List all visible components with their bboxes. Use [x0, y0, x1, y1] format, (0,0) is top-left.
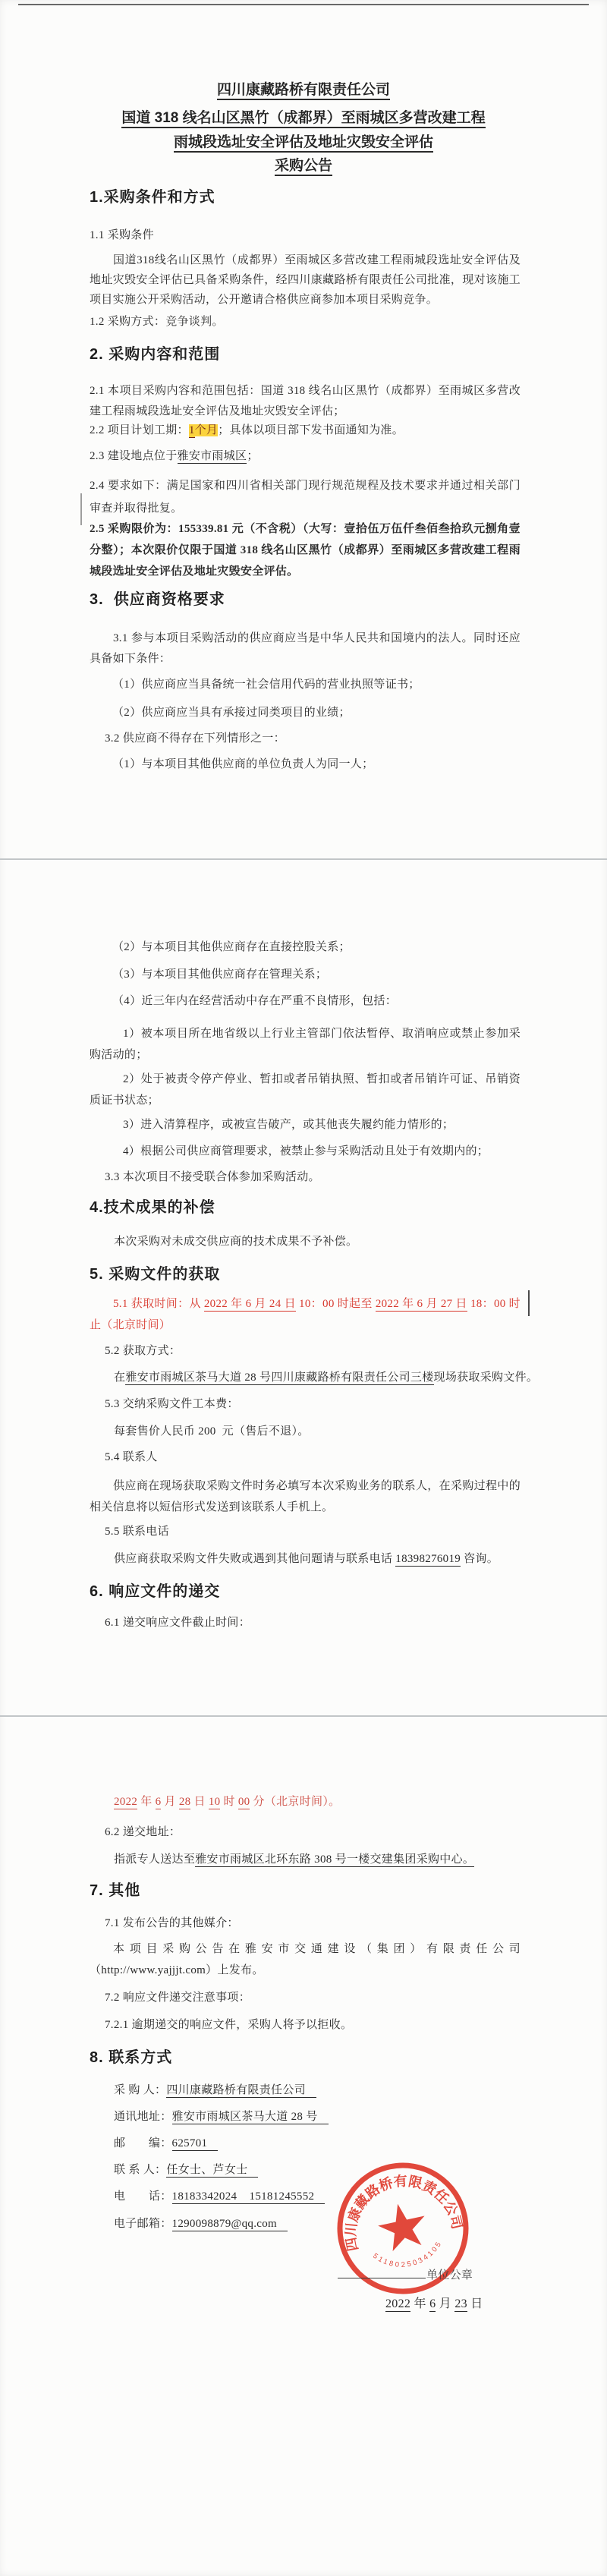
contact-label: 电 话：: [114, 2190, 172, 2203]
section-5-2-value: [114, 1368, 538, 1384]
text-segment: ；具体以项目部下发书面通知为准。: [218, 424, 404, 436]
text-segment: 日: [467, 2297, 483, 2310]
text-segment: 个月: [194, 424, 219, 436]
company-seal: [322, 2147, 483, 2309]
contact-label: 通讯地址：: [114, 2111, 172, 2123]
seal-company-name: 四川康藏路桥有限责任公司: [343, 2173, 465, 2253]
contact-row-purchaser: [114, 2081, 316, 2097]
section-3-2-line: 3.2 供应商不得存在下列情形之一：: [105, 732, 285, 745]
contact-value: 625701: [172, 2137, 219, 2151]
text-segment: 5.1 获取时间：从: [113, 1298, 204, 1310]
document-title-type: [0, 154, 607, 175]
section-1-1-label: 1.1 采购条件: [90, 229, 154, 241]
section-7-2-label: 7.2 响应文件递交注意事项：: [105, 1992, 251, 2004]
text-segment: 在: [114, 1371, 126, 1384]
document-title-project: [0, 106, 607, 127]
section-2-1-paragraph: 2.1 本项目采购内容和范围包括：国道 318 线名山区黑竹（成都界）至雨城区多营改建工程雨城段选址安全评估及地址灾毁安全评估；: [90, 385, 521, 417]
deadline-datetime-red: [114, 1793, 340, 1809]
section-2-3-line: [90, 447, 259, 463]
text-segment: 28: [178, 1796, 191, 1808]
contact-value: 任女士、芦女士: [166, 2164, 258, 2178]
text-segment: 月: [161, 1796, 179, 1808]
section-7-1-label: 7.1 发布公告的其他媒介：: [105, 1917, 239, 1929]
section-6-2-label: 6.2 递交地址：: [105, 1826, 181, 1838]
page-break-line-1: [0, 858, 607, 860]
section-1-1-paragraph: 国道318线名山区黑竹（成都界）至雨城区多营改建工程雨城段选址安全评估及地址灾毁安全评估已具备采购条件，经四川康藏路桥有限责任公司批准，现对该施工项目实施公开采购活动，公开邀请合格供应商参加本项目采购竞争。: [90, 254, 521, 306]
section-3-heading: 3. 供应商资格要求: [90, 591, 225, 608]
contact-row-postcode: [114, 2134, 218, 2150]
section-6-2-value: [114, 1850, 474, 1866]
scan-edge-line: [18, 4, 589, 5]
text-segment: 18：00 时止（北京时间）: [90, 1298, 521, 1331]
item-3-1-1: （1）供应商应当具备统一社会信用代码的营业执照等证书；: [112, 679, 420, 691]
item-3-2-1: （1）与本项目其他供应商的单位负责人为同一人；: [112, 758, 374, 770]
title-text: 雨城段选址安全评估及地址灾毁安全评估: [174, 134, 433, 153]
section-4-heading: 4.技术成果的补偿: [90, 1199, 215, 1216]
text-segment: 10：00 时起至: [295, 1298, 376, 1310]
section-7-1-paragraph: 本项目采购公告在雅安市交通建设（集团）有限责任公司（http://www.yajjjt.com）上发布。: [90, 1943, 521, 1976]
section-5-5-value: [114, 1550, 498, 1566]
document-title-subject: [0, 131, 607, 151]
text-segment: 年: [137, 1796, 156, 1808]
page-break-line-2: [0, 1715, 607, 1717]
text-segment: 咨询。: [461, 1553, 499, 1565]
section-2-heading: 2. 采购内容和范围: [90, 346, 221, 363]
text-segment: 18398276019: [395, 1553, 461, 1565]
text-segment: 10: [208, 1796, 221, 1808]
section-1-heading: 1.采购条件和方式: [90, 189, 215, 206]
section-5-5-label: 5.5 联系电话: [105, 1526, 169, 1538]
revision-bar-right: [528, 1290, 530, 1316]
subitem-3-2-4-2: 2）处于被责令停产停业、暂扣或者吊销执照、暂扣或者吊销许可证、吊销资质证书状态；: [90, 1073, 521, 1107]
section-2-2-line: [90, 421, 404, 437]
section-1-2-line: 1.2 采购方式：竞争谈判。: [90, 316, 224, 328]
text-segment: 00: [237, 1796, 250, 1808]
text-segment: 23: [454, 2297, 467, 2310]
seal-caption: 单位公章: [426, 2269, 473, 2282]
seal-code: 5118025034105: [371, 2238, 445, 2269]
revision-bar-left: [80, 493, 82, 525]
section-5-3-label: 5.3 交纳采购文件工本费：: [105, 1398, 239, 1410]
section-7-2-1-line: 7.2.1 逾期递交的响应文件，采购人将予以拒收。: [105, 2019, 353, 2031]
contact-row-address: [114, 2108, 329, 2124]
text-segment: ；: [247, 450, 259, 462]
text-segment: 2.3 建设地点位于: [90, 450, 178, 462]
text-segment: 6: [429, 2297, 436, 2310]
document-title-company: [0, 78, 607, 99]
subitem-3-2-4-3: 3）进入清算程序，或被宣告破产，或其他丧失履约能力情形的；: [123, 1119, 454, 1131]
contact-label: 电子邮箱：: [114, 2218, 172, 2230]
signature-date: [385, 2294, 483, 2311]
item-3-2-2: （2）与本项目其他供应商存在直接控股关系；: [112, 941, 351, 953]
contact-value: 1290098879@qq.com: [172, 2218, 288, 2231]
contact-label: 邮 编：: [114, 2137, 172, 2149]
section-6-1-label: 6.1 递交响应文件截止时间：: [105, 1617, 251, 1629]
text-segment: 雅安市雨城区: [177, 450, 247, 462]
text-segment: 雅安市雨城区北环东路 308 号一楼交建集团采购中心。: [195, 1853, 475, 1866]
text-segment: 2.2 项目计划工期：: [90, 424, 189, 436]
text-segment: 月: [436, 2297, 455, 2310]
section-5-4-paragraph: 供应商在现场获取采购文件时务必填写本次采购业务的联系人，在采购过程中的相关信息将以短信形式发送到该联系人手机上。: [90, 1480, 521, 1513]
contact-label: 采 购 人：: [114, 2084, 167, 2096]
section-5-1-line-red: [90, 1293, 521, 1336]
section-2-4-paragraph: 2.4 要求如下：满足国家和四川省相关部门现行规范规程及技术要求并通过相关部门审查并取得批复。: [90, 480, 521, 515]
item-3-1-2: （2）供应商应当具有承接过同类项目的业绩；: [112, 707, 351, 719]
text-segment: 6: [155, 1796, 162, 1808]
title-text: 国道 318 线名山区黑竹（成都界）至雨城区多营改建工程: [121, 110, 485, 128]
text-segment: 2022: [114, 1796, 138, 1808]
text-segment: 2022 年 6 月 27 日: [375, 1298, 467, 1310]
section-3-3-line: 3.3 本次项目不接受联合体参加采购活动。: [105, 1171, 320, 1183]
text-segment: 供应商获取采购文件失败或遇到其他问题请与联系电话: [114, 1553, 396, 1565]
section-5-heading: 5. 采购文件的获取: [90, 1266, 221, 1283]
title-text: 四川康藏路桥有限责任公司: [217, 82, 390, 100]
section-6-heading: 6. 响应文件的递交: [90, 1583, 221, 1600]
contact-value: 四川康藏路桥有限责任公司: [166, 2084, 316, 2098]
subitem-3-2-4-1: 1）被本项目所在地省级以上行业主管部门依法暂停、取消响应或禁止参加采购活动的；: [90, 1028, 521, 1061]
contact-row-phone: [114, 2187, 325, 2203]
item-3-2-4: （4）近三年内在经营活动中存在严重不良情形，包括：: [112, 995, 398, 1007]
section-5-2-label: 5.2 获取方式：: [105, 1345, 181, 1357]
text-segment: 分（北京时间）。: [250, 1796, 341, 1808]
seal-star-icon: [374, 2199, 430, 2253]
item-3-2-3: （3）与本项目其他供应商存在管理关系；: [112, 968, 328, 981]
section-8-heading: 8. 联系方式: [90, 2049, 173, 2066]
subitem-3-2-4-4: 4）根据公司供应商管理要求，被禁止参与采购活动且处于有效期内的；: [123, 1145, 489, 1157]
contact-row-person: [114, 2161, 258, 2177]
text-segment: 2022: [385, 2297, 411, 2310]
text-segment: 指派专人送达至: [114, 1853, 196, 1866]
contact-value: 18183342024 15181245552: [172, 2190, 326, 2204]
text-segment: 1: [188, 424, 195, 436]
text-segment: 现场获取采购文件。: [433, 1371, 539, 1384]
section-5-3-value: 每套售价人民币 200 元（售后不退）。: [114, 1425, 310, 1438]
contact-row-email: [114, 2215, 288, 2231]
section-3-1-paragraph: 3.1 参与本项目采购活动的供应商应当是中华人民共和国境内的法人。同时还应具备如下条件：: [90, 632, 521, 665]
text-segment: 年: [410, 2297, 430, 2310]
text-segment: 2022 年 6 月 24 日: [203, 1298, 296, 1310]
text-segment: 时: [220, 1796, 238, 1808]
section-4-paragraph: 本次采购对未成交供应商的技术成果不予补偿。: [114, 1236, 358, 1248]
section-5-4-label: 5.4 联系人: [105, 1451, 158, 1463]
text-segment: 雅安市雨城区茶马大道 28 号四川康藏路桥有限责任公司三楼: [125, 1371, 434, 1384]
section-2-5-paragraph: 2.5 采购限价为：155339.81 元（不含税）（大写：壹拾伍万伍仟叁佰叁拾玖元捌角壹分整）；本次限价仅限于国道 318 线名山区黑竹（成都界）至雨城区多营改建工程雨城段选址安全评估及地址灾毁安全评估。: [90, 523, 521, 578]
title-text: 采购公告: [275, 158, 332, 176]
contact-value: 雅安市雨城区茶马大道 28 号: [172, 2111, 329, 2124]
section-7-heading: 7. 其他: [90, 1882, 141, 1899]
contact-label: 联 系 人：: [114, 2164, 167, 2176]
text-segment: 日: [190, 1796, 209, 1808]
